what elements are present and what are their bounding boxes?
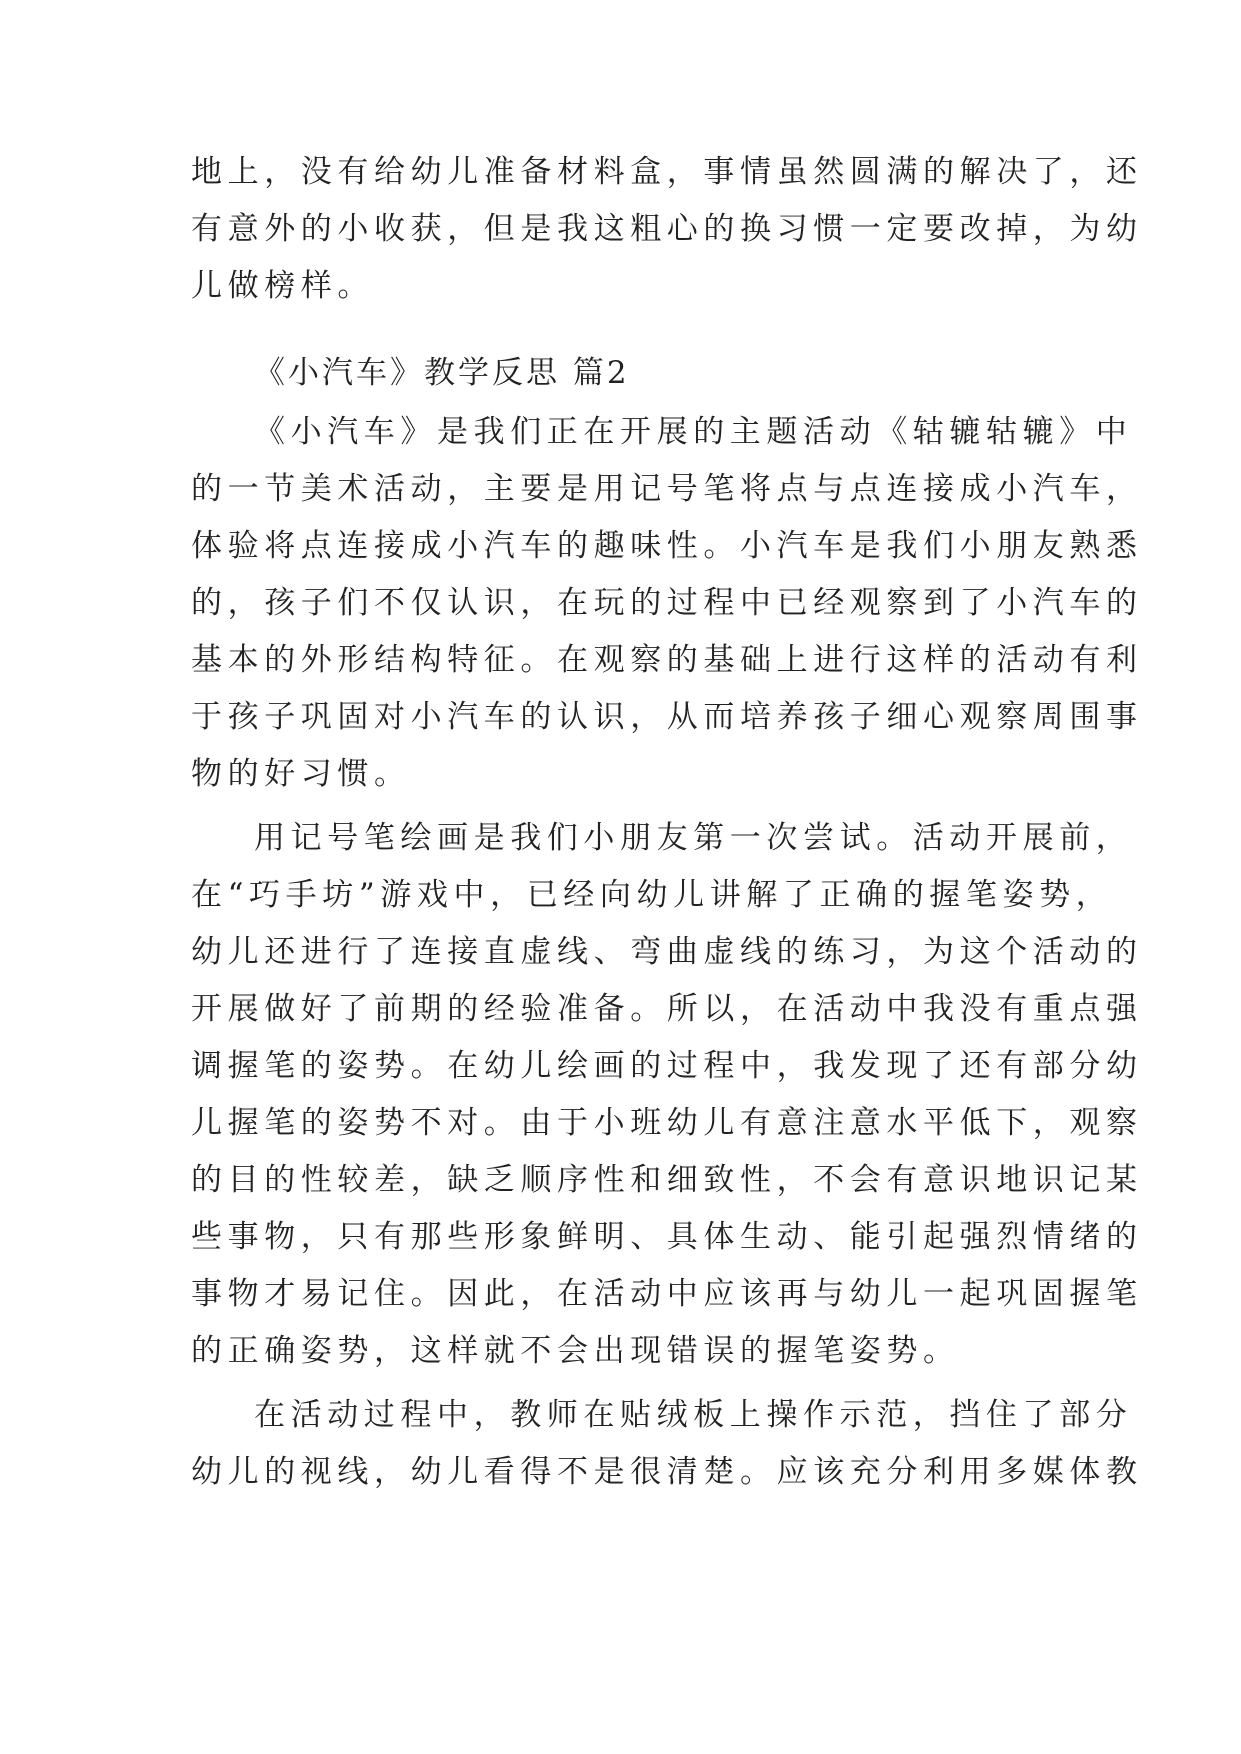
paragraph-2-line-4: 开展做好了前期的经验准备。所以，在活动中我没有重点强 — [191, 991, 1143, 1027]
paragraph-1-line-4: 的，孩子们不仅认识，在玩的过程中已经观察到了小汽车的 — [191, 585, 1143, 621]
section-heading: 《小汽车》教学反思 篇2 — [254, 355, 630, 391]
paragraph-2-line-2: 在“巧手坊”游戏中，已经向幼儿讲解了正确的握笔姿势， — [191, 877, 1113, 913]
paragraph-2-line-1: 用记号笔绘画是我们小朋友第一次尝试。活动开展前， — [254, 820, 1133, 856]
paragraph-2-line-9: 事物才易记住。因此，在活动中应该再与幼儿一起巩固握笔 — [191, 1276, 1143, 1312]
paragraph-1-line-6: 于孩子巩固对小汽车的认识，从而培养孩子细心观察周围事 — [191, 699, 1143, 735]
paragraph-1-line-7: 物的好习惯。 — [191, 756, 411, 792]
paragraph-1-line-5: 基本的外形结构特征。在观察的基础上进行这样的活动有利 — [191, 642, 1143, 678]
paragraph-1-line-1: 《小汽车》是我们正在开展的主题活动《轱辘轱辘》中 — [254, 414, 1133, 450]
paragraph-2-line-5: 调握笔的姿势。在幼儿绘画的过程中，我发现了还有部分幼 — [191, 1048, 1143, 1084]
paragraph-3-line-2: 幼儿的视线，幼儿看得不是很清楚。应该充分利用多媒体教 — [191, 1454, 1143, 1490]
paragraph-2-line-3: 幼儿还进行了连接直虚线、弯曲虚线的练习，为这个活动的 — [191, 934, 1143, 970]
paragraph-2-line-10: 的正确姿势，这样就不会出现错误的握笔姿势。 — [191, 1333, 960, 1369]
paragraph-1-line-2: 的一节美术活动，主要是用记号笔将点与点连接成小汽车， — [191, 471, 1143, 507]
paragraph-2-line-6: 儿握笔的姿势不对。由于小班幼儿有意注意水平低下，观察 — [191, 1105, 1143, 1141]
paragraph-3-line-1: 在活动过程中，教师在贴绒板上操作示范，挡住了部分 — [254, 1397, 1133, 1433]
text-line-2: 有意外的小收获，但是我这粗心的换习惯一定要改掉，为幼 — [191, 211, 1143, 247]
paragraph-2-line-7: 的目的性较差，缺乏顺序性和细致性，不会有意识地识记某 — [191, 1162, 1143, 1198]
text-line-3: 儿做榜样。 — [191, 268, 374, 304]
text-line-1: 地上，没有给幼儿准备材料盒，事情虽然圆满的解决了，还 — [191, 154, 1143, 190]
paragraph-1-line-3: 体验将点连接成小汽车的趣味性。小汽车是我们小朋友熟悉 — [191, 528, 1143, 564]
paragraph-2-line-8: 些事物，只有那些形象鲜明、具体生动、能引起强烈情绪的 — [191, 1219, 1143, 1255]
